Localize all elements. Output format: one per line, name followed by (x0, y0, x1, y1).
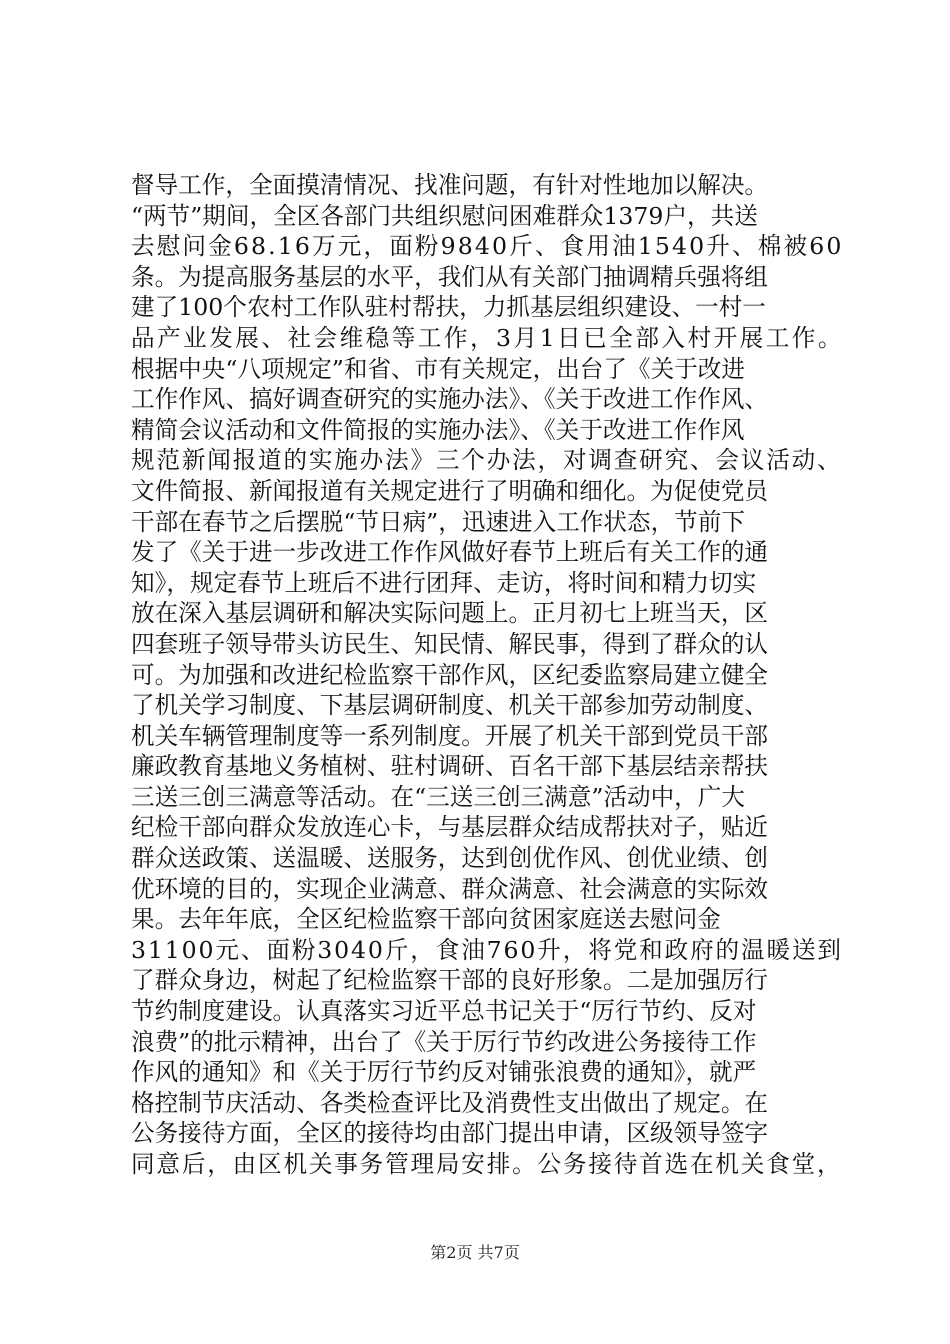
text-line: 格控制节庆活动、各类检查评比及消费性支出做出了规定。在 (131, 1088, 769, 1117)
text-line: 精简会议活动和文件简报的实施办法》、《关于改进工作作风 (131, 415, 745, 444)
text-line: 发了《关于进一步改进工作作风做好春节上班后有关工作的通 (131, 538, 769, 567)
text-line: 文件简报、新闻报道有关规定进行了明确和细化。为促使党员 (131, 476, 769, 505)
text-line: 作风的通知》和《关于厉行节约反对铺张浪费的通知》，就严 (131, 1058, 757, 1087)
text-line: 根据中央“八项规定”和省、市有关规定，出台了《关于改进 (131, 354, 745, 383)
text-line: 浪费”的批示精神，出台了《关于厉行节约改进公务接待工作 (131, 1027, 757, 1056)
text-line: 了群众身边，树起了纪检监察干部的良好形象。二是加强厉行 (131, 966, 769, 995)
text-line: 果。去年年底，全区纪检监察干部向贫困家庭送去慰问金 (131, 905, 721, 934)
text-line: 31100元、面粉3040斤，食油760升，将党和政府的温暖送到 (131, 935, 843, 964)
text-line: 条。为提高服务基层的水平，我们从有关部门抽调精兵强将组 (131, 262, 769, 291)
text-line: 纪检干部向群众发放连心卡，与基层群众结成帮扶对子，贴近 (131, 813, 769, 842)
text-line: 督导工作，全面摸清情况、找准问题，有针对性地加以解决。 (131, 171, 769, 199)
body-paragraph (131, 170, 844, 1180)
text-line: 去慰问金68.16万元，面粉9840斤、食用油1540升、棉被60 (131, 232, 844, 261)
text-line: 品产业发展、社会维稳等工作，3月1日已全部入村开展工作。 (131, 323, 844, 352)
text-line: 四套班子领导带头访民生、知民情、解民事，得到了群众的认 (131, 629, 769, 658)
text-line: 工作作风、搞好调查研究的实施办法》、《关于改进工作作风、 (131, 385, 769, 414)
text-line: “两节”期间，全区各部门共组织慰问困难群众1379户，共送 (131, 201, 758, 230)
page-number: 第2页 共7页 (430, 1243, 520, 1262)
text-line: 同意后，由区机关事务管理局安排。公务接待首选在机关食堂， (131, 1150, 843, 1178)
text-line: 优环境的目的，实现企业满意、群众满意、社会满意的实际效 (131, 874, 769, 903)
text-line: 公务接待方面，全区的接待均由部门提出申请，区级领导签字 (131, 1119, 769, 1148)
text-line: 机关车辆管理制度等一系列制度。开展了机关干部到党员干部 (131, 721, 769, 750)
text-line: 群众送政策、送温暖、送服务，达到创优作风、创优业绩、创 (131, 844, 769, 873)
text-line: 可。为加强和改进纪检监察干部作风，区纪委监察局建立健全 (131, 660, 769, 689)
text-line: 干部在春节之后摆脱“节日病”，迅速进入工作状态，节前下 (131, 507, 745, 536)
text-line: 建了100个农村工作队驻村帮扶，力抓基层组织建设、一村一 (131, 293, 766, 322)
text-line: 三送三创三满意等活动。在“三送三创三满意”活动中，广大 (131, 782, 745, 811)
text-line: 放在深入基层调研和解决实际问题上。正月初七上班当天，区 (131, 599, 769, 628)
page-footer (0, 1243, 950, 1263)
text-line: 廉政教育基地义务植树、驻村调研、百名干部下基层结亲帮扶 (131, 752, 769, 781)
text-line: 规范新闻报道的实施办法》三个办法，对调查研究、会议活动、 (131, 446, 843, 475)
text-line: 知》，规定春节上班后不进行团拜、走访，将时间和精力切实 (131, 568, 757, 597)
text-line: 节约制度建设。认真落实习近平总书记关于“厉行节约、反对 (131, 997, 757, 1026)
text-line: 了机关学习制度、下基层调研制度、机关干部参加劳动制度、 (131, 691, 769, 720)
